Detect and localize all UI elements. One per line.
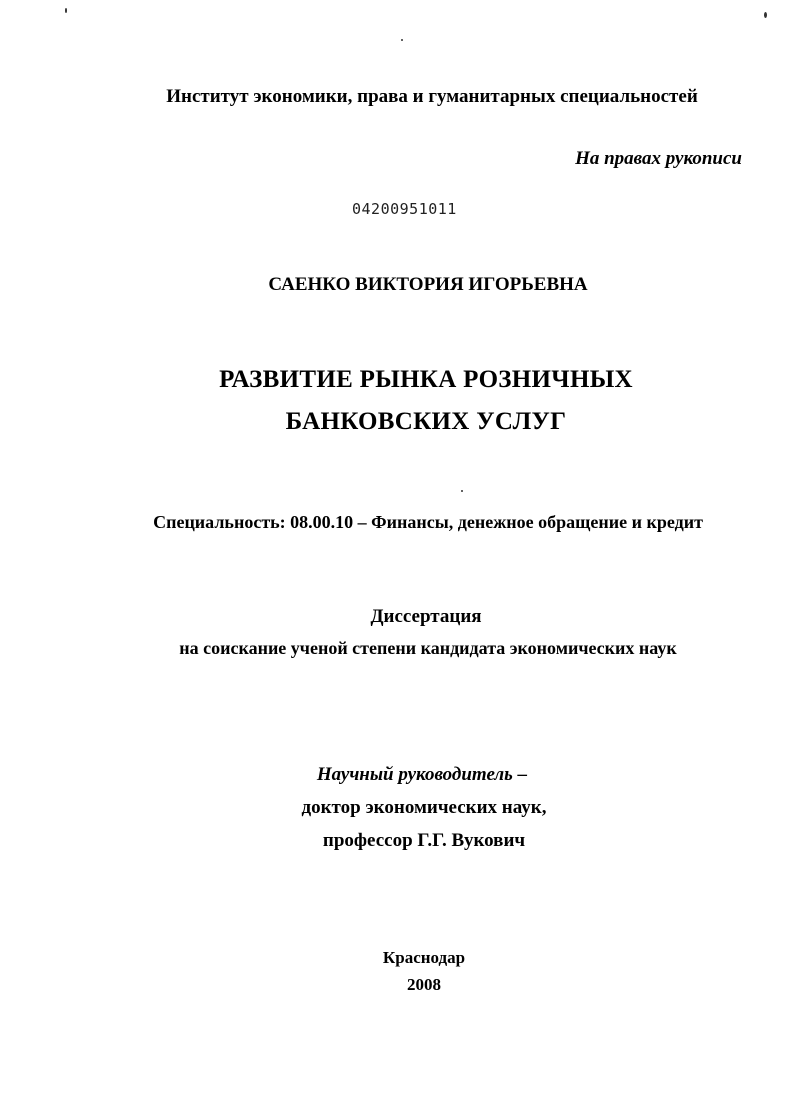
document-number: 04200951011 bbox=[352, 200, 457, 218]
author-name: САЕНКО ВИКТОРИЯ ИГОРЬЕВНА bbox=[268, 274, 588, 295]
supervisor-degree: доктор экономических наук, bbox=[301, 797, 547, 818]
scan-speck bbox=[764, 12, 767, 18]
scan-speck bbox=[461, 490, 463, 492]
specialty: Специальность: 08.00.10 – Финансы, денежное обращение и кредит bbox=[153, 512, 703, 532]
rights-notice: На правах рукописи bbox=[575, 148, 742, 169]
supervisor-name: профессор Г.Г. Вукович bbox=[322, 830, 526, 851]
city: Краснодар bbox=[382, 948, 466, 967]
dissertation-title-line-2: БАНКОВСКИХ УСЛУГ bbox=[285, 408, 567, 435]
scan-speck bbox=[65, 8, 67, 13]
institute-name: Институт экономики, права и гуманитарных специальностей bbox=[166, 86, 698, 107]
work-type: Диссертация bbox=[370, 606, 482, 627]
year: 2008 bbox=[407, 975, 441, 994]
scan-speck bbox=[401, 39, 403, 41]
degree-sought: на соискание ученой степени кандидата экономических наук bbox=[179, 638, 677, 658]
dissertation-title-line-1: РАЗВИТИЕ РЫНКА РОЗНИЧНЫХ bbox=[219, 366, 633, 393]
supervisor-role: Научный руководитель – bbox=[316, 764, 528, 785]
